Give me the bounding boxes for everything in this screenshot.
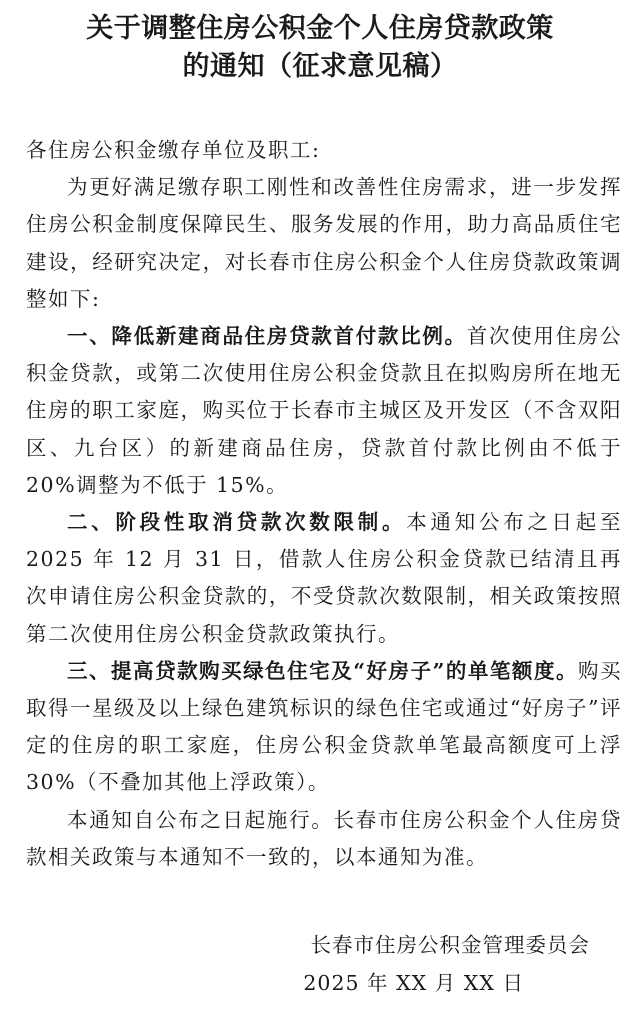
- section-3-paragraph: [26, 653, 622, 802]
- document-body: [26, 132, 622, 876]
- salutation: 各住房公积金缴存单位及职工:: [26, 138, 321, 162]
- section-1-paragraph: [26, 318, 622, 504]
- section-1-text: 首次使用住房公积金贷款，或第二次使用住房公积金贷款且在拟购房所在地无住房的职工家庭，购买位于长春市主城区及开发区（不含双阳区、九台区）的新建商品住房，贷款首付款比例由不低于 20%调整为不低于 15%。: [26, 324, 622, 497]
- closing-paragraph: 本通知自公布之日起施行。长春市住房公积金个人住房贷款相关政策与本通知不一致的，以本通知为准。: [26, 807, 622, 869]
- section-2-heading: 二、阶段性取消贷款次数限制。: [67, 510, 407, 535]
- intro-paragraph: 为更好满足缴存职工刚性和改善性住房需求，进一步发挥住房公积金制度保障民生、服务发展的作用，助力高品质住宅建设，经研究决定，对长春市住房公积金个人住房贷款政策调整如下:: [26, 175, 622, 311]
- section-2-text: 本通知公布之日起至 2025 年 12 月 31 日，借款人住房公积金贷款已结清且再次申请住房公积金贷款的，不受贷款次数限制，相关政策按照第二次使用住房公积金贷款政策执行。: [26, 510, 623, 646]
- section-1-heading: 一、降低新建商品住房贷款首付款比例。: [67, 324, 467, 349]
- section-3-text: 购买取得一星级及以上绿色建筑标识的绿色住宅或通过“好房子”评定的住房的职工家庭，住房公积金贷款单笔最高额度可上浮 30%（不叠加其他上浮政策）。: [26, 658, 623, 795]
- section-2-paragraph: [26, 504, 622, 653]
- document-title-line-2: 的通知（征求意见稿）: [182, 51, 458, 82]
- signature-organization: 长春市住房公积金管理委员会: [310, 933, 590, 957]
- signature-date: 2025 年 XX 月 XX 日: [303, 971, 524, 995]
- document-title-line-1: 关于调整住房公积金个人住房贷款政策: [86, 13, 554, 44]
- section-3-heading: 三、提高贷款购买绿色住宅及“好房子”的单笔额度。: [67, 658, 578, 683]
